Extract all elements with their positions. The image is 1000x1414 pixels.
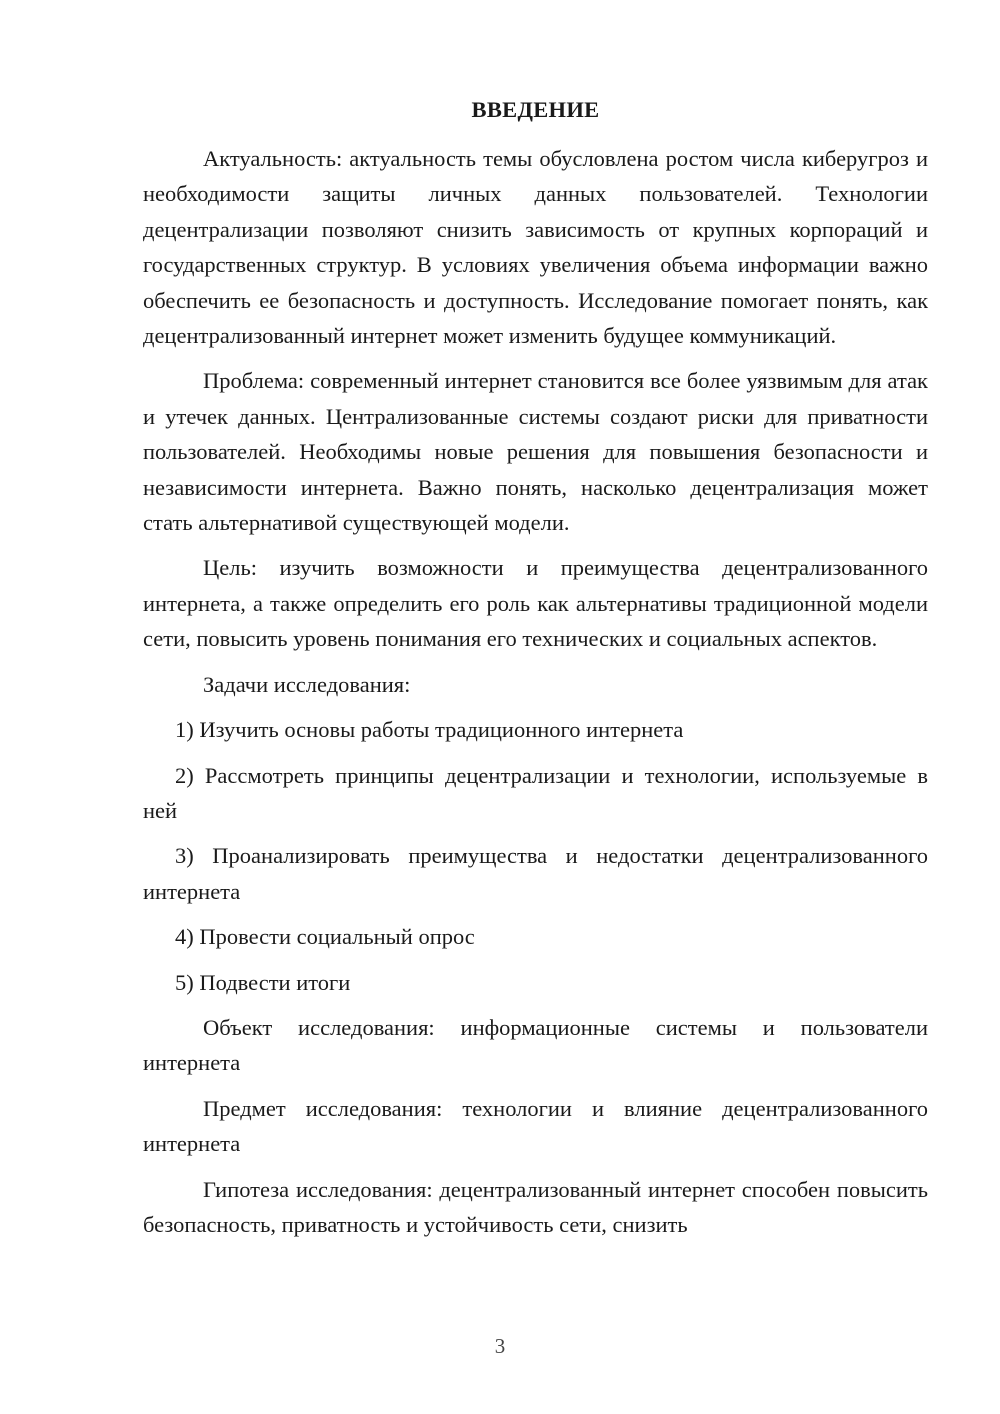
paragraph-object: Объект исследования: информационные системы и пользователи интернета	[143, 1014, 928, 1076]
list-item: 1) Изучить основы работы традиционного интернета	[175, 717, 684, 743]
list-item: 5) Подвести итоги	[175, 969, 351, 995]
list-item: 4) Провести социальный опрос	[175, 924, 475, 950]
paragraph-hypothesis: Гипотеза исследования: децентрализованный интернет способен повысить безопасность, приватность и устойчивость сети, снизить	[143, 1176, 928, 1237]
tasks-heading: Задачи исследования:	[203, 671, 411, 697]
list-item: 2) Рассмотреть принципы децентрализации и технологии, используемые в ней	[143, 762, 928, 823]
paragraph-problem: Проблема: современный интернет становится все более уязвимым для атак и утечек данных. Централизованные системы создают риски для приватности пользователей. Необходимы новые решения для повышения безопасности и независимости интернета. Важно понять, насколько децентрализация может стать альтернативой существующей модели.	[143, 368, 928, 536]
page-number: 3	[494, 1334, 506, 1358]
body-text	[143, 141, 928, 1252]
list-item: 3) Проанализировать преимущества и недостатки децентрализованного интернета	[143, 843, 928, 904]
page-title: ВВЕДЕНИЕ	[471, 97, 600, 122]
paragraph-relevance: Актуальность: актуальность темы обусловлена ростом числа киберугроз и необходимости защиты личных данных пользователей. Технологии децентрализации позволяют снизить зависимость от крупных корпораций и государственных структур. В условиях увеличения объема информации важно обеспечить ее безопасность и доступность. Исследование помогает понять, как децентрализованный интернет может изменить будущее коммуникаций.	[143, 146, 928, 349]
paragraph-subject: Предмет исследования: технологии и влияние децентрализованного интернета	[143, 1095, 928, 1157]
paragraph-goal: Цель: изучить возможности и преимущества децентрализованного интернета, а также определить его роль как альтернативы традиционной модели сети, повысить уровень понимания его технических и социальных аспектов.	[143, 555, 928, 652]
